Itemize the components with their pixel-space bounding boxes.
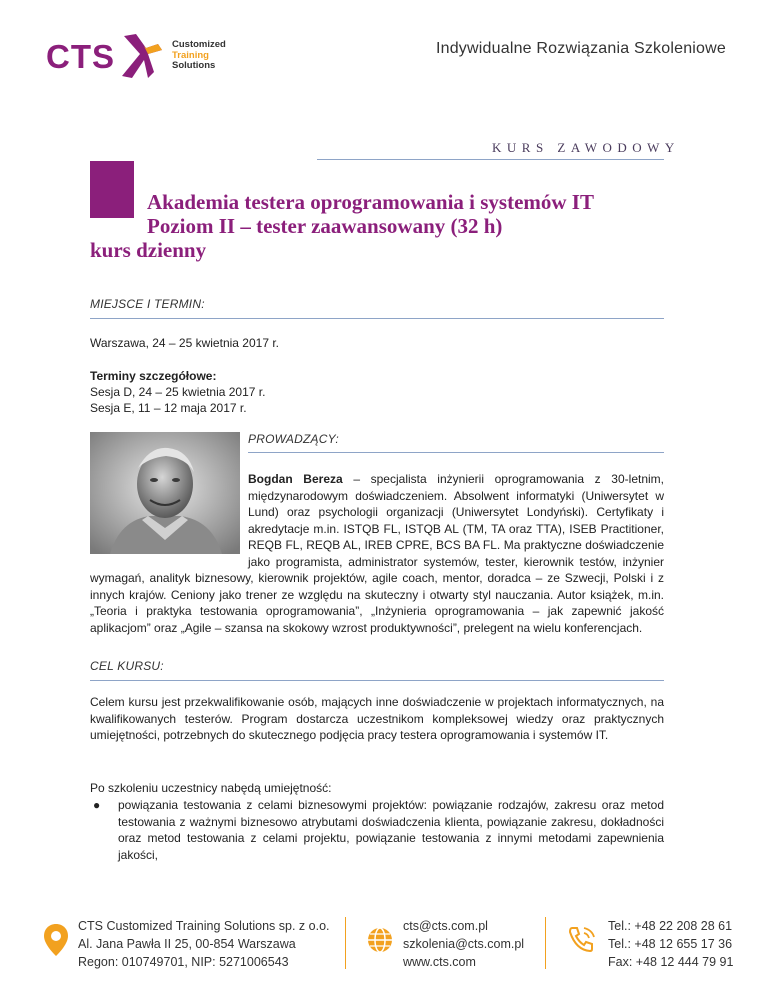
logo-wordmark [172, 40, 226, 72]
course-title-line-3: kurs dzienny [90, 238, 207, 262]
globe-icon [366, 926, 394, 954]
course-title-line-2: Poziom II – tester zaawansowany (32 h) [147, 214, 503, 238]
footer-email-1[interactable]: cts@cts.com.pl [403, 919, 488, 933]
course-type-rule [317, 159, 664, 160]
course-type-label: KURS ZAWODOWY [492, 140, 680, 155]
header-tagline: Indywidualne Rozwiązania Szkoleniowe [435, 40, 726, 57]
logo-line-2: Training [172, 49, 209, 61]
footer-website[interactable]: www.cts.com [403, 955, 476, 969]
trainer-bio-text: – specjalista inżynierii oprogramowania z 30-letnim, międzynarodowym doświadczeniem. Absolwent informatyki (Uniwersytet w Lund) oraz psychologii organizacji (Uniwersytet Londyński). Certyfikaty i akredytacje m.in. ISTQB FL, ISTQB AL (TM, TA oraz TTA), ISEB Practitioner, REQB FL, REQB AL, IREB CPRE, BCS BA FL. Ma praktyczne doświadczenie jako programista, administrator systemów, tester, kierownik testów, inżynier wymagań, analityk biznesowy, kierownik projektów, agile coach, mentor, doradca – ze Szwecji, Polski i z innych krajów. Ceniony jako trener ze względu na skuteczny i otwarty styl nauczania. Autor książek, m.in. „Teoria i praktyka testowania oprogramowania”, „Inżynieria oprogramowania – jak zapewnić jakość aplikacjom” oraz „Agile – szansa na skokowy wzrost produktywności”, prelegent na wielu konferencjach. [90, 472, 664, 635]
venue-details-heading: Terminy szczegółowe: [90, 369, 217, 383]
trainer-name: Bogdan Bereza [248, 472, 343, 486]
goal-rule [90, 680, 664, 681]
cts-logo [46, 32, 246, 82]
venue-session-d: Sesja D, 24 – 25 kwietnia 2017 r. [90, 385, 266, 399]
goal-text: Celem kursu jest przekwalifikowanie osób, mających inne doświadczenie w projektach informatycznych, na kwalifikowanych testerów. Program dostarcza uczestnikom kompleksowej wiedzy oraz praktycznych umiejętności, potrzebnych do skutecznego podjęcia pracy testera oprogramowania i systemów IT. [90, 695, 664, 742]
venue-rule [90, 318, 664, 319]
venue-heading: MIEJSCE I TERMIN: [90, 297, 205, 311]
venue-session-e: Sesja E, 11 – 12 maja 2017 r. [90, 401, 247, 415]
footer-company: CTS Customized Training Solutions sp. z o.o. [78, 919, 330, 933]
title-accent-bar [90, 161, 134, 218]
phone-icon [566, 924, 598, 954]
footer-email-2[interactable]: szkolenia@cts.com.pl [403, 937, 525, 951]
footer-address: Al. Jana Pawła II 25, 00-854 Warszawa [78, 937, 296, 951]
footer-regon: Regon: 010749701, NIP: 5271006543 [78, 955, 289, 969]
location-pin-icon [44, 924, 68, 956]
logo-brand: CTS [46, 38, 115, 75]
trainer-bio [90, 471, 664, 636]
goal-heading: CEL KURSU: [90, 659, 164, 673]
skills-intro: Po szkoleniu uczestnicy nabędą umiejętność: [90, 781, 332, 795]
logo-line-3: Solutions [172, 60, 216, 71]
footer-fax: Fax: +48 12 444 79 91 [608, 955, 734, 969]
trainer-heading: PROWADZĄCY: [248, 432, 339, 446]
course-title-line-1: Akademia testera oprogramowania i systemów IT [147, 190, 594, 214]
venue-place-date: Warszawa, 24 – 25 kwietnia 2017 r. [90, 336, 279, 350]
trainer-rule [248, 452, 664, 453]
bullet-icon: ● [93, 798, 101, 812]
footer-tel-1: Tel.: +48 22 208 28 61 [608, 919, 733, 933]
skill-bullet: powiązania testowania z celami biznesowymi projektów: powiązanie rodzajów, zakresu oraz metod testowania z ważnymi biznesowo atrybutami doświadczenia klienta, powiązanie zakresu, dokładności oraz metod testowania z celami projektu, powiązanie testowania z innymi metodami zapewnienia jakości, [118, 798, 664, 862]
logo-star-icon [118, 32, 164, 80]
footer-separator-2 [545, 917, 546, 969]
logo-line-1: Customized [172, 39, 226, 50]
footer-separator-1 [345, 917, 346, 969]
footer-tel-2: Tel.: +48 12 655 17 36 [608, 937, 733, 951]
